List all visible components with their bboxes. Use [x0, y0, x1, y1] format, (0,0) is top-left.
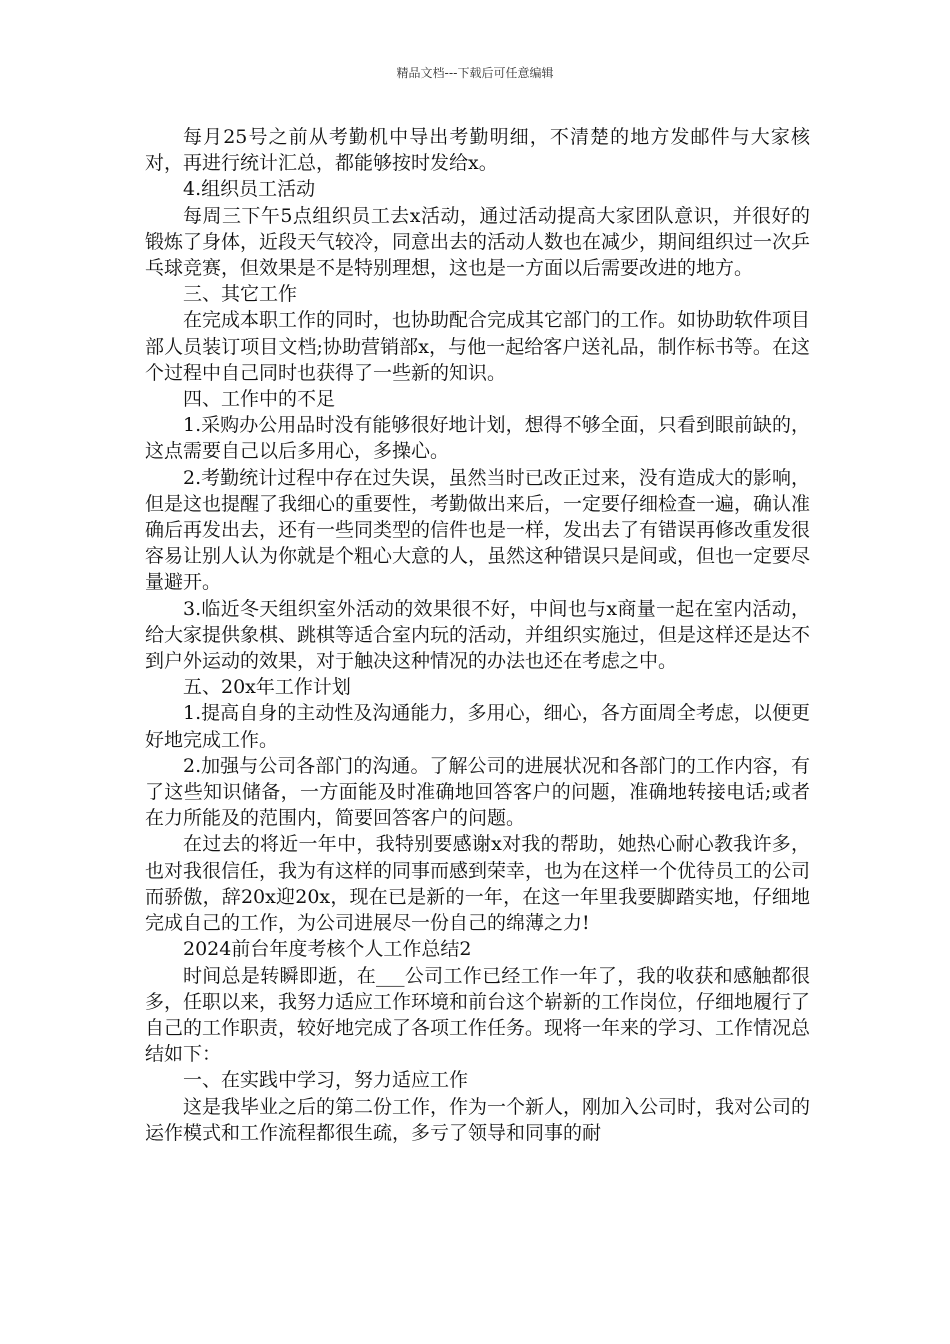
- paragraph-7: 1.采购办公用品时没有能够很好地计划，想得不够全面，只看到眼前缺的，这点需要自己以后多用心，多操心。: [145, 414, 810, 463]
- page-header: 精品文档---下载后可任意编辑: [396, 66, 554, 80]
- paragraph-2: 4.组织员工活动: [183, 178, 316, 201]
- paragraph-12: 2.加强与公司各部门的沟通。了解公司的进展状况和各部门的工作内容，有了这些知识储备，一方面能及时准确地回答客户的问题，准确地转接电话;或者在力所能及的范围内，简要回答客户的问题。: [145, 754, 810, 830]
- paragraph-13: 在过去的将近一年中，我特别要感谢x对我的帮助，她热心耐心教我许多，也对我很信任，我为有这样的同事而感到荣幸，也为在这样一个优待员工的公司而骄傲，辞20x迎20x，现在已是新的一年，在这一年里我要脚踏实地，仔细地完成自己的工作，为公司进展尽一份自己的绵薄之力!: [145, 833, 811, 935]
- paragraph-16: 一、在实践中学习，努力适应工作: [183, 1069, 469, 1092]
- paragraph-1: 每月25号之前从考勤机中导出考勤明细，不清楚的地方发邮件与大家核对，再进行统计汇总，都能够按时发给x。: [145, 126, 810, 175]
- paragraph-8: 2.考勤统计过程中存在过失误，虽然当时已改正过来，没有造成大的影响，但是这也提醒了我细心的重要性，考勤做出来后，一定要仔细检查一遍，确认准确后再发出去，还有一些同类型的信件也是一样，发出去了有错误再修改重发很容易让别人认为你就是个粗心大意的人，虽然这种错误只是间或，但也一定要尽量避开。: [145, 466, 811, 594]
- paragraph-11: 1.提高自身的主动性及沟通能力，多用心，细心，各方面周全考虑，以便更好地完成工作。: [145, 702, 810, 751]
- paragraph-15: 时间总是转瞬即逝，在___公司工作已经工作一年了，我的收获和感触都很多，任职以来，我努力适应工作环境和前台这个崭新的工作岗位，仔细地履行了自己的工作职责，较好地完成了各项工作任务。现将一年来的学习、工作情况总结如下：: [145, 964, 811, 1066]
- paragraph-5: 在完成本职工作的同时，也协助配合完成其它部门的工作。如协助软件项目部人员装订项目文档;协助营销部x，与他一起给客户送礼品，制作标书等。在这个过程中自己同时也获得了一些新的知识。: [145, 309, 811, 384]
- paragraph-9: 3.临近冬天组织室外活动的效果很不好，中间也与x商量一起在室内活动，给大家提供象棋、跳棋等适合室内玩的活动，并组织实施过，但是这样还是达不到户外运动的效果，对于触决这种情况的办法也还在考虑之中。: [145, 597, 811, 673]
- paragraph-17: 这是我毕业之后的第二份工作，作为一个新人，刚加入公司时，我对公司的运作模式和工作流程都很生疏，多亏了领导和同事的耐: [145, 1095, 811, 1144]
- paragraph-4: 三、其它工作: [183, 283, 298, 306]
- document-body: [145, 124, 810, 1146]
- paragraph-14: 2024前台年度考核个人工作总结2: [183, 938, 472, 961]
- paragraph-6: 四、工作中的不足: [183, 388, 336, 411]
- paragraph-3: 每周三下午5点组织员工去x活动，通过活动提高大家团队意识，并很好的锻炼了身体，近段天气较冷，同意出去的活动人数也在减少，期间组织过一次乒乓球竞赛，但效果是不是特别理想，这也是一方面以后需要改进的地方。: [145, 204, 811, 280]
- paragraph-10: 五、20x年工作计划: [183, 676, 351, 699]
